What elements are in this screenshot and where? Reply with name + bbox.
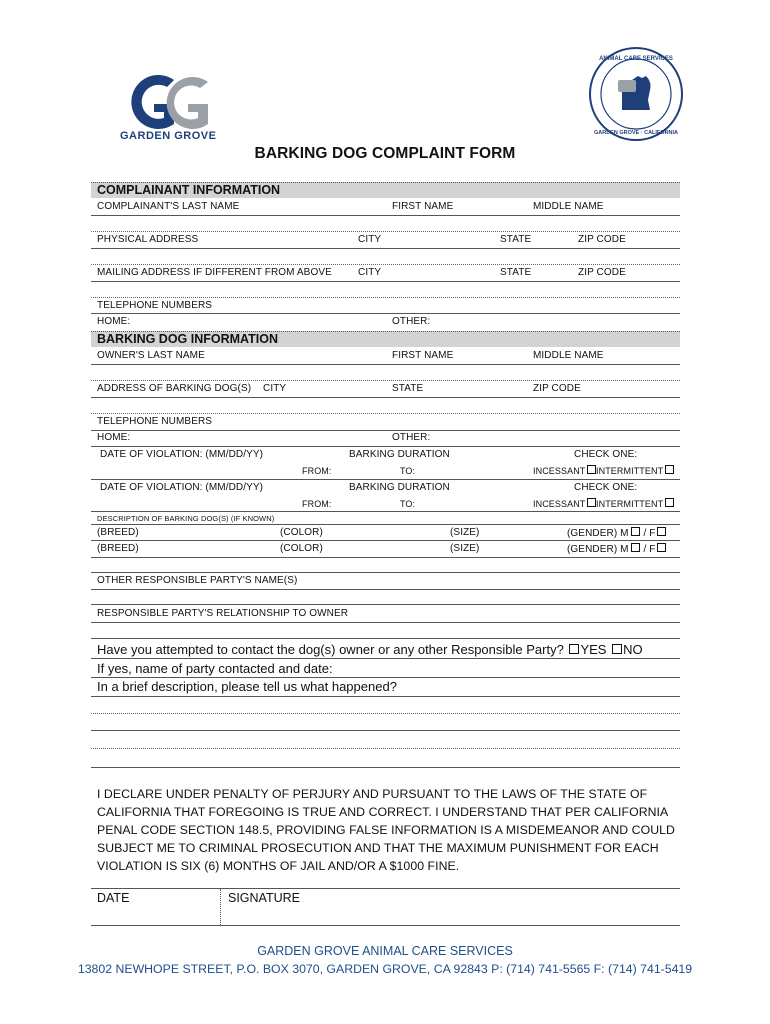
perjury-declaration: I DECLARE UNDER PENALTY OF PERJURY AND PURSUANT TO THE LAWS OF THE STATE OF CALIFORNIA THAT FOREGOING IS TRUE AND CORRECT. I UNDERSTAND THAT PER CALIFORNIA PENAL CODE SECTION 148.5, PROVIDING FALSE INFORMATION IS A MISDEMEANOR AND COULD SUBJECT ME TO CRIMINAL PROSECUTION AND THAT THE MAXIMUM PUNISHMENT FOR EACH VIOLATION IS SIX (6) MONTHS OF JAIL AND/OR A $1000 FINE.: [97, 787, 675, 873]
home-phone-label[interactable]: HOME:: [97, 432, 131, 443]
first-name-label: FIRST NAME: [392, 201, 454, 212]
to-label[interactable]: TO:: [400, 499, 416, 509]
field-line[interactable]: [91, 622, 680, 623]
field-line[interactable]: [91, 364, 680, 365]
divider: [91, 540, 680, 541]
female-checkbox[interactable]: [657, 543, 666, 552]
gender-option[interactable]: [567, 527, 667, 539]
intermittent-checkbox[interactable]: [665, 498, 674, 507]
describe-label: In a brief description, please tell us what happened?: [97, 679, 397, 694]
answer-line[interactable]: [91, 713, 680, 714]
from-label[interactable]: FROM:: [302, 499, 332, 509]
divider: [91, 888, 680, 889]
field-line[interactable]: [91, 215, 680, 216]
zip-label: ZIP CODE: [533, 383, 581, 394]
female-label: / F: [640, 528, 656, 539]
other-phone-label[interactable]: OTHER:: [392, 432, 431, 443]
intermittent-label: INTERMITTENT: [596, 466, 664, 476]
date-violation-label: DATE OF VIOLATION: (MM/DD/YY): [100, 482, 264, 493]
divider: [91, 430, 680, 431]
state-label: STATE: [392, 383, 424, 394]
description-label: DESCRIPTION OF BARKING DOG(S) (IF KNOWN): [97, 514, 275, 523]
complainant-last-name-label: COMPLAINANT'S LAST NAME: [97, 201, 240, 212]
barking-duration-label: BARKING DURATION: [349, 482, 450, 493]
divider: [91, 638, 680, 639]
size-field[interactable]: (SIZE): [450, 543, 480, 554]
from-label[interactable]: FROM:: [302, 466, 332, 476]
signature-field[interactable]: SIGNATURE: [228, 891, 300, 905]
telephone-label: TELEPHONE NUMBERS: [97, 416, 213, 427]
divider: [91, 557, 680, 558]
first-name-label: FIRST NAME: [392, 350, 454, 361]
field-line[interactable]: [91, 248, 680, 249]
divider: [91, 696, 680, 697]
city-label: CITY: [358, 267, 382, 278]
female-label: / F: [640, 544, 656, 555]
breed-field[interactable]: (BREED): [97, 543, 139, 554]
incessant-option[interactable]: [533, 498, 597, 509]
relationship-label: RESPONSIBLE PARTY'S RELATIONSHIP TO OWNER: [97, 608, 349, 619]
mailing-address-label: MAILING ADDRESS IF DIFFERENT FROM ABOVE: [97, 267, 332, 278]
divider: [91, 511, 680, 512]
owner-last-name-label: OWNER'S LAST NAME: [97, 350, 205, 361]
zip-label: ZIP CODE: [578, 234, 626, 245]
color-field[interactable]: (COLOR): [280, 527, 323, 538]
dog-section-header: [91, 331, 680, 347]
if-yes-label[interactable]: If yes, name of party contacted and date:: [97, 661, 333, 676]
intermittent-label: INTERMITTENT: [596, 499, 664, 509]
yes-checkbox[interactable]: [569, 644, 579, 654]
divider: [91, 313, 680, 314]
answer-line[interactable]: [91, 730, 680, 731]
gender-label: (GENDER) M: [567, 528, 629, 539]
female-checkbox[interactable]: [657, 527, 666, 536]
city-label: CITY: [358, 234, 382, 245]
color-field[interactable]: (COLOR): [280, 543, 323, 554]
no-checkbox[interactable]: [612, 644, 622, 654]
contact-attempt-question: [97, 642, 643, 657]
field-line[interactable]: [91, 589, 680, 590]
divider: [91, 925, 680, 926]
date-violation-label: DATE OF VIOLATION: (MM/DD/YY): [100, 449, 264, 460]
divider: [91, 524, 680, 525]
field-line[interactable]: [91, 397, 680, 398]
gg-logo-icon: [112, 72, 222, 134]
svg-text:GARDEN GROVE · CALIFORNIA: GARDEN GROVE · CALIFORNIA: [593, 130, 679, 136]
state-label: STATE: [500, 267, 532, 278]
size-field[interactable]: (SIZE): [450, 527, 480, 538]
question-text: Have you attempted to contact the dog(s) owner or any other Responsible Party?: [97, 642, 564, 657]
logo-text: GARDEN GROVE: [120, 130, 217, 142]
animal-care-seal: [588, 46, 684, 142]
check-one-label: CHECK ONE:: [574, 449, 638, 460]
field-line[interactable]: [91, 572, 680, 573]
physical-address-label: PHYSICAL ADDRESS: [97, 234, 199, 245]
divider: [91, 479, 680, 480]
svg-text:ANIMAL CARE SERVICES: ANIMAL CARE SERVICES: [599, 56, 673, 62]
middle-name-label: MIDDLE NAME: [533, 201, 604, 212]
no-label: NO: [623, 642, 643, 657]
dog-address-label: ADDRESS OF BARKING DOG(S): [97, 383, 252, 394]
check-one-label: CHECK ONE:: [574, 482, 638, 493]
home-phone-label[interactable]: HOME:: [97, 316, 131, 327]
divider: [91, 380, 680, 381]
section-title: BARKING DOG INFORMATION: [97, 332, 279, 346]
divider: [91, 264, 680, 265]
intermittent-option[interactable]: [596, 498, 675, 509]
section-title: COMPLAINANT INFORMATION: [97, 183, 281, 197]
divider: [91, 446, 680, 447]
barking-duration-label: BARKING DURATION: [349, 449, 450, 460]
to-label[interactable]: TO:: [400, 466, 416, 476]
form-title: BARKING DOG COMPLAINT FORM: [254, 145, 516, 162]
divider: [91, 677, 680, 678]
divider: [91, 658, 680, 659]
footer-address: 13802 NEWHOPE STREET, P.O. BOX 3070, GARDEN GROVE, CA 92843 P: (714) 741-5565 F: (714) 741-5419: [77, 962, 693, 976]
other-phone-label[interactable]: OTHER:: [392, 316, 431, 327]
signature-divider: [220, 889, 221, 925]
answer-line[interactable]: [91, 767, 680, 768]
city-label: CITY: [263, 383, 287, 394]
footer-org: GARDEN GROVE ANIMAL CARE SERVICES: [257, 944, 513, 958]
incessant-label: INCESSANT: [533, 499, 586, 509]
complainant-section-header: [91, 182, 680, 198]
male-checkbox[interactable]: [631, 543, 640, 552]
yes-label: YES: [580, 642, 607, 657]
incessant-option[interactable]: [533, 465, 597, 476]
zip-label: ZIP CODE: [578, 267, 626, 278]
divider: [91, 297, 680, 298]
answer-line[interactable]: [91, 748, 680, 749]
seal-icon: [588, 46, 684, 142]
divider: [91, 231, 680, 232]
state-label: STATE: [500, 234, 532, 245]
date-field[interactable]: DATE: [97, 891, 130, 905]
field-line[interactable]: [91, 604, 680, 605]
gender-label: (GENDER) M: [567, 544, 629, 555]
breed-field[interactable]: (BREED): [97, 527, 139, 538]
gender-option[interactable]: [567, 543, 667, 555]
male-checkbox[interactable]: [631, 527, 640, 536]
incessant-label: INCESSANT: [533, 466, 586, 476]
middle-name-label: MIDDLE NAME: [533, 350, 604, 361]
intermittent-checkbox[interactable]: [665, 465, 674, 474]
other-parties-label: OTHER RESPONSIBLE PARTY'S NAME(S): [97, 575, 298, 586]
intermittent-option[interactable]: [596, 465, 675, 476]
garden-grove-logo: [112, 72, 222, 144]
field-line[interactable]: [91, 281, 680, 282]
divider: [91, 413, 680, 414]
telephone-label: TELEPHONE NUMBERS: [97, 300, 213, 311]
